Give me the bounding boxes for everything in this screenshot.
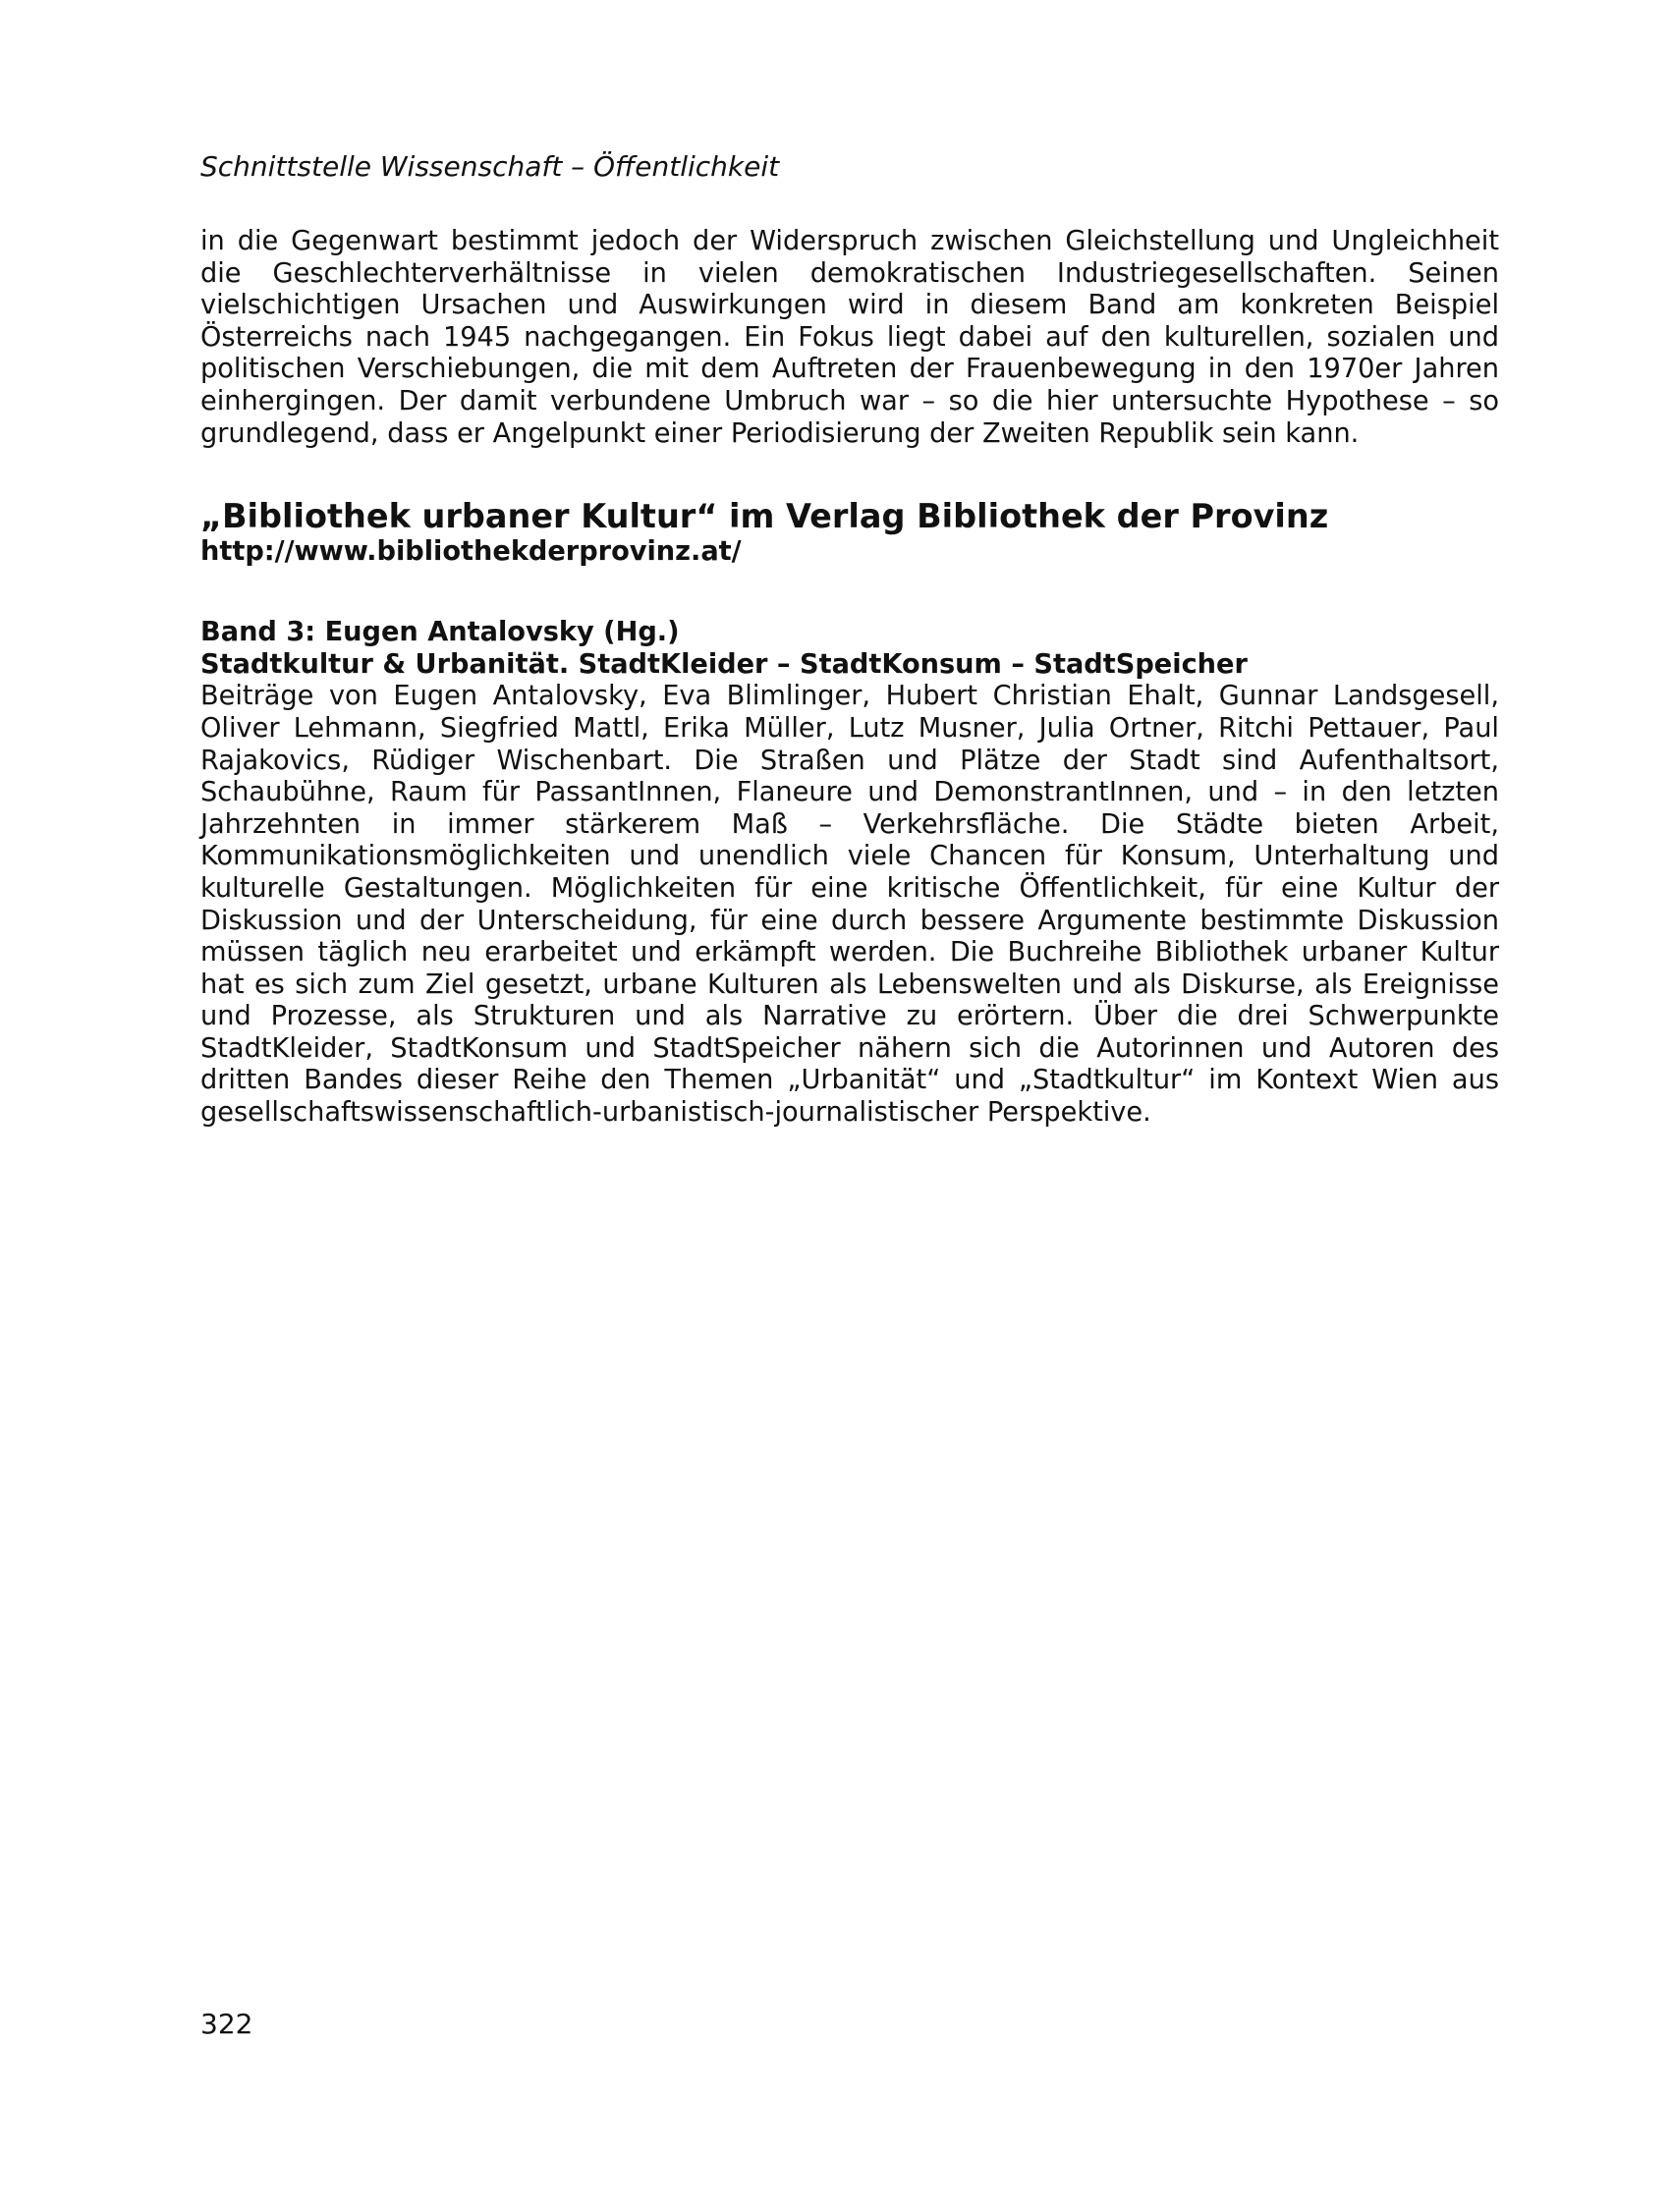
page-body bbox=[200, 226, 1499, 1130]
page-number: 322 bbox=[200, 2008, 253, 2040]
section-title: „Bibliothek urbaner Kultur“ im Verlag Bibliothek der Provinz bbox=[200, 497, 1329, 536]
band-description: Beiträge von Eugen Antalovsky, Eva Blimlinger, Hubert Christian Ehalt, Gunnar Landsgesell, Oliver Lehmann, Siegfried Mattl, Erika Müller, Lutz Musner, Julia Ortner, Ritchi Pettauer, Paul Rajakovics, Rüdiger Wischenbart. Die Straßen und Plätze der Stadt sind Aufenthaltsort, Schaubühne, Raum für PassantInnen, Flaneure und DemonstrantInnen, und – in den letzten Jahrzehnten in immer stärkerem Maß – Verkehrsfläche. Die Städte bieten Arbeit, Kommunikationsmöglichkeiten und unendlich viele Chancen für Konsum, Unterhaltung und kulturelle Gestaltungen. Möglichkeiten für eine kritische Öffentlichkeit, für eine Kultur der Diskussion und der Unterscheidung, für eine durch bessere Argumente bestimmte Diskussion müssen täglich neu erarbeitet und erkämpft werden. Die Buchreihe Bibliothek urbaner Kultur hat es sich zum Ziel gesetzt, urbane Kulturen als Lebenswelten und als Diskurse, als Ereignisse und Prozesse, als Strukturen und als Narrative zu erörtern. Über die drei Schwerpunkte StadtKleider, StadtKonsum und StadtSpeicher nähern sich die Autorinnen und Autoren des dritten Bandes dieser Reihe den Themen „Urbanität“ und „Stadtkultur“ im Kontext Wien aus gesellschaftswissenschaftlich-urbanistisch-journalistischer Perspektive. bbox=[200, 681, 1499, 1129]
band-title: Stadtkultur & Urbanität. StadtKleider – StadtKonsum – StadtSpeicher bbox=[200, 648, 1248, 680]
intro-paragraph: in die Gegenwart bestimmt jedoch der Widerspruch zwischen Gleichstellung und Ungleichheit die Geschlechterverhältnisse in vielen demokratischen Industriegesellschaften. Seinen vielschichtigen Ursachen und Auswirkungen wird in diesem Band am konkreten Beispiel Österreichs nach 1945 nachgegangen. Ein Fokus liegt dabei auf den kulturellen, sozialen und politischen Verschiebungen, die mit dem Auftreten der Frauenbewegung in den 1970er Jahren einhergingen. Der damit verbundene Umbruch war – so die hier untersuchte Hypothese – so grundlegend, dass er Angelpunkt einer Periodisierung der Zweiten Republik sein kann. bbox=[200, 226, 1499, 449]
section-url-link[interactable]: http://www.bibliothekderprovinz.at/ bbox=[200, 536, 742, 568]
running-head: Schnittstelle Wissenschaft – Öffentlichkeit bbox=[200, 150, 780, 183]
band-heading: Band 3: Eugen Antalovsky (Hg.) bbox=[200, 617, 680, 648]
